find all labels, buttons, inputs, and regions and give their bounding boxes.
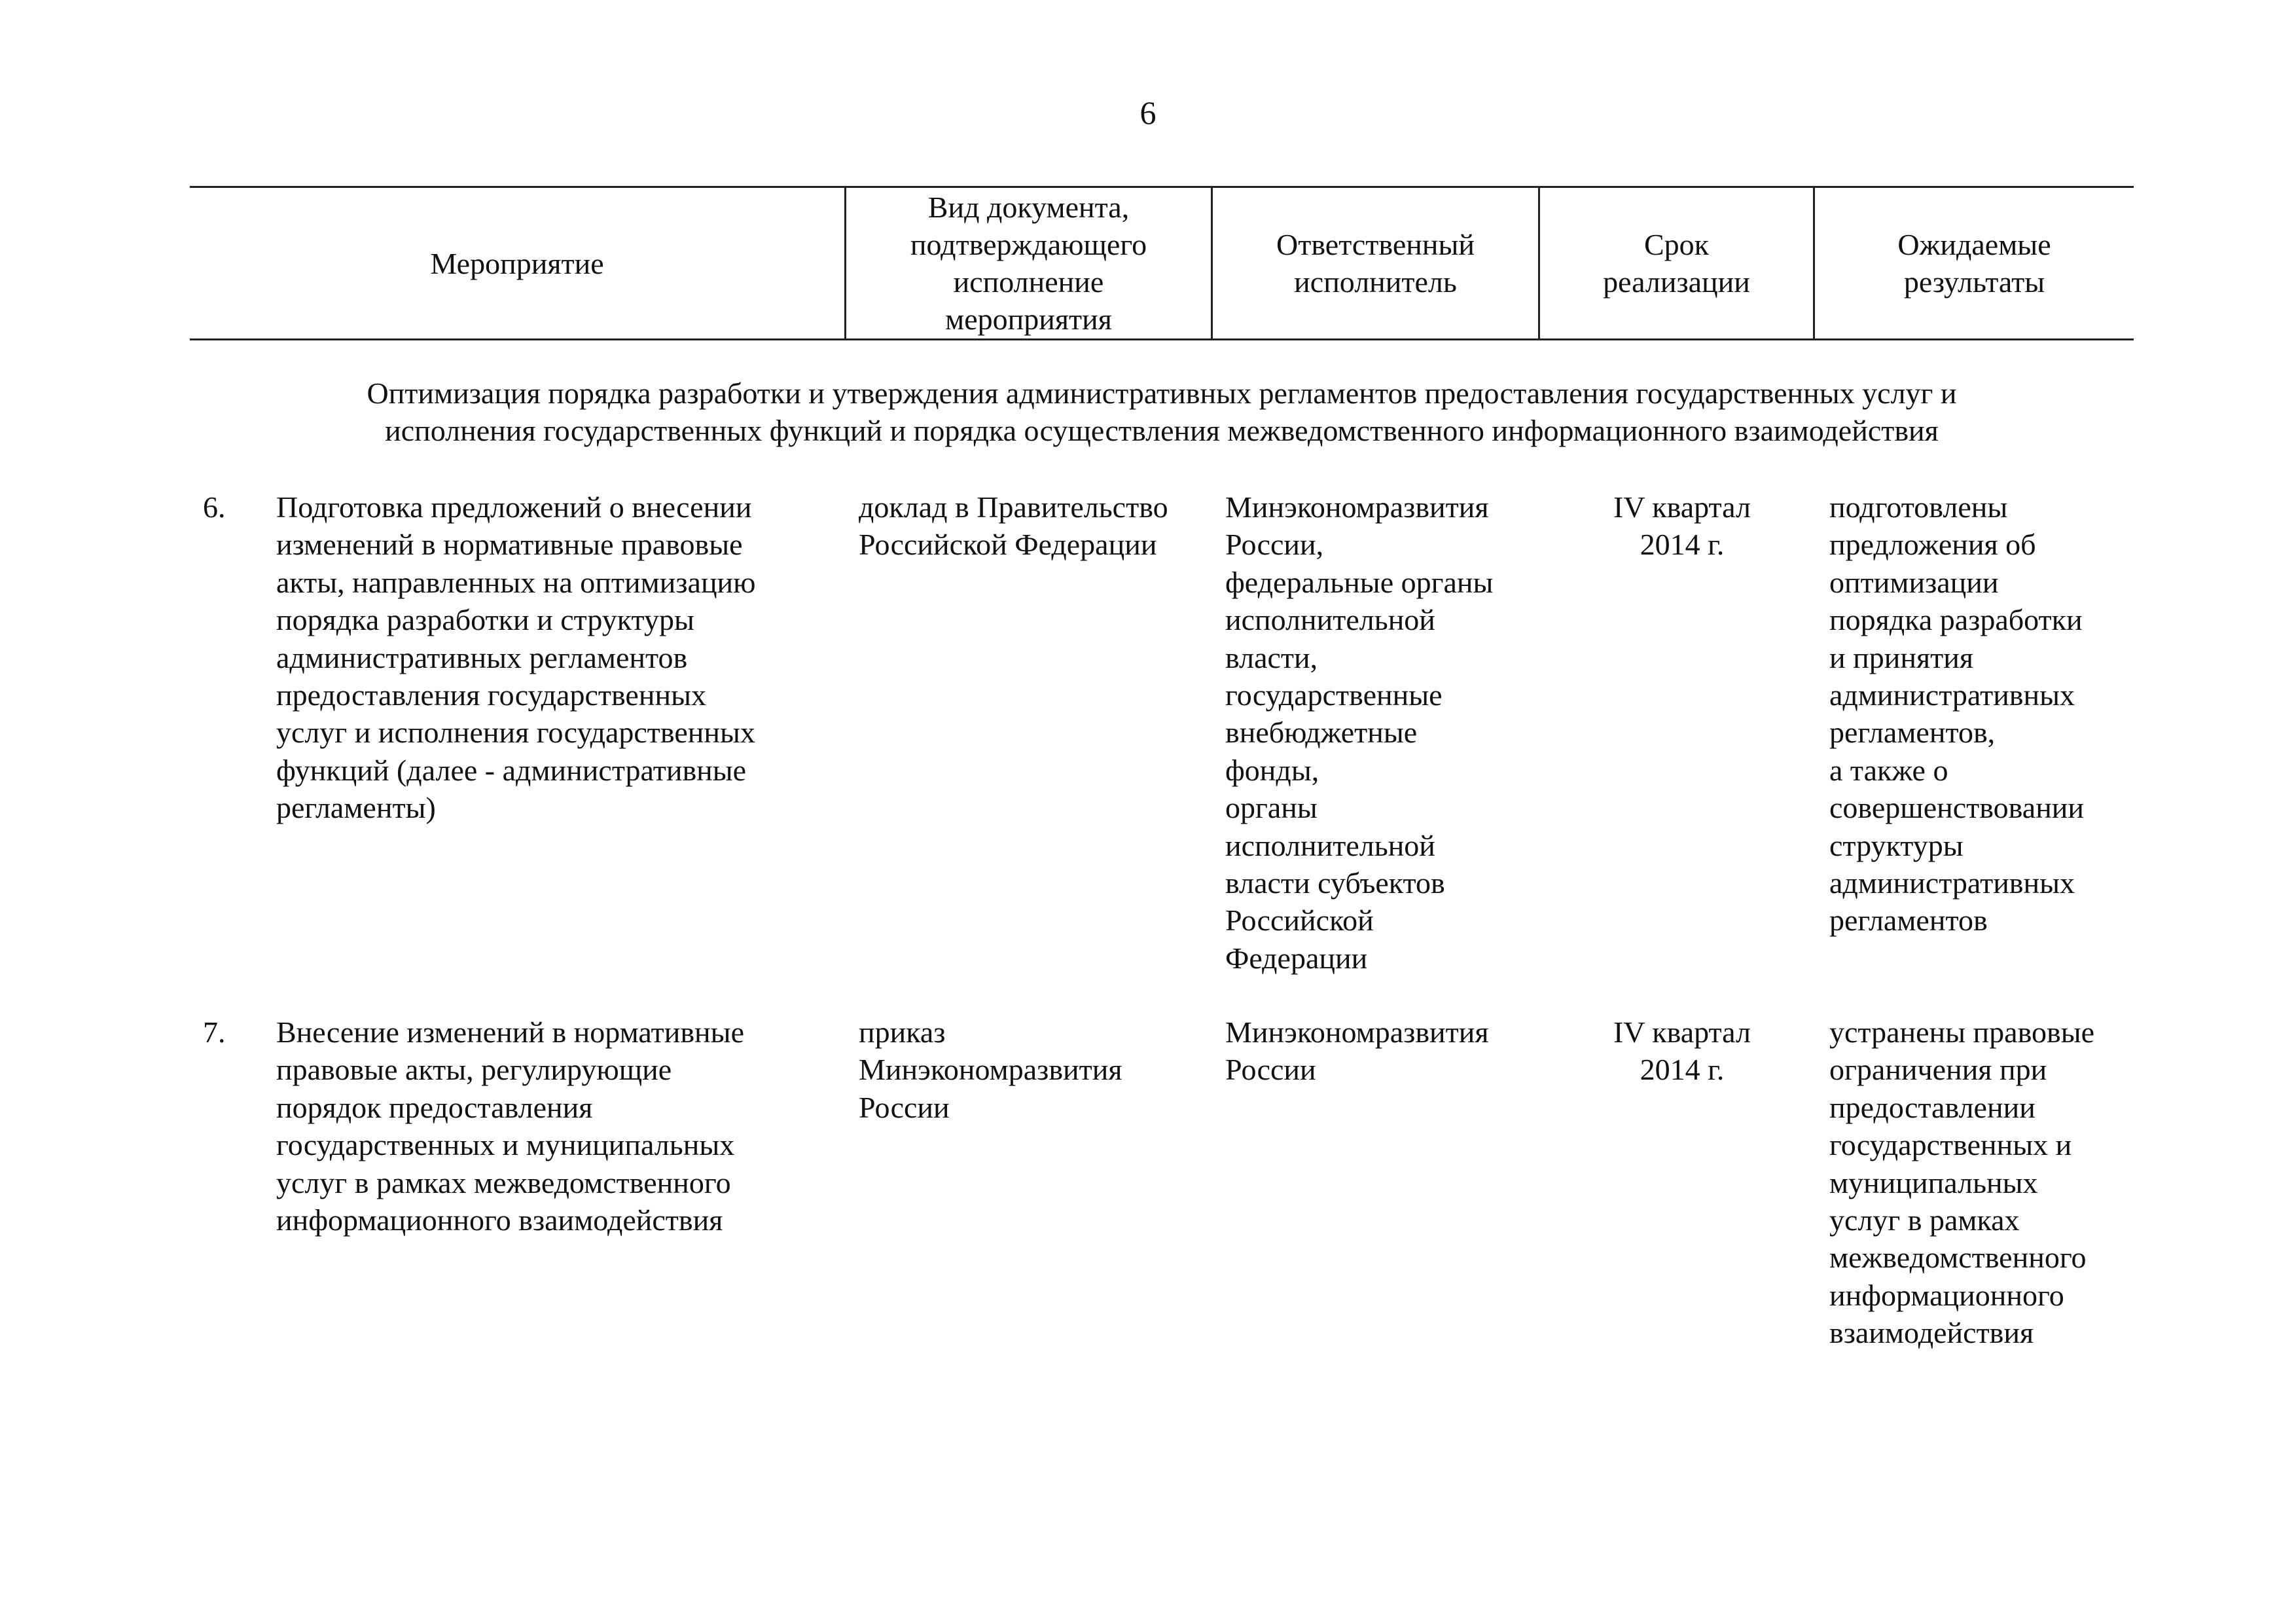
row-activity: Подготовка предложений о внесении изменений в нормативные правовые акты, направленных на оптимизацию порядка разработки и структуры административных регламентов предоставления государственных услуг и исполнения государственных функций (далее - административные регламенты) [276,490,756,825]
row-responsible: Минэкономразвития России [1225,1015,1489,1087]
header-document-type: Вид документа, подтверждающего исполнение мероприятия [844,188,1211,338]
header-responsible: Ответственный исполнитель [1211,188,1538,338]
row-responsible: Минэкономразвития России, федеральные органы исполнительной власти, государственные внебюджетные фонды, органы исполнительной власти субъектов Российской Федерации [1225,490,1494,975]
row-activity: Внесение изменений в нормативные правовые акты, регулирующие порядок предоставления государственных и муниципальных услуг в рамках межведомственного информационного взаимодействия [276,1015,744,1237]
page-number: 6 [1139,94,1157,131]
plan-table [190,186,2134,340]
row-term: IV квартал 2014 г. [1613,490,1751,562]
row-number: 6. [203,490,226,524]
header-activity: Мероприятие [430,246,604,280]
row-term: IV квартал 2014 г. [1613,1015,1751,1087]
row-number: 7. [203,1015,226,1049]
row-result: устранены правовые ограничения при предоставлении государственных и муниципальных услуг в рамках межведомственного информационного взаимодействия [1829,1015,2095,1350]
table-header [190,186,2134,340]
row-result: подготовлены предложения об оптимизации порядка разработки и принятия административных регламентов, а также о совершенствовании структуры административных регламентов [1829,490,2085,938]
section-title: Оптимизация порядка разработки и утверждения административных регламентов предоставления государственных услуг и исполнения государственных функций и порядка осуществления межведомственного информационного взаимодействия [367,376,1957,447]
header-term: Срок реализации [1538,188,1813,338]
row-document: доклад в Правительство Российской Федерации [859,490,1168,562]
row-document: приказ Минэкономразвития России [859,1015,1122,1124]
header-expected-results: Ожидаемые результаты [1813,188,2134,338]
